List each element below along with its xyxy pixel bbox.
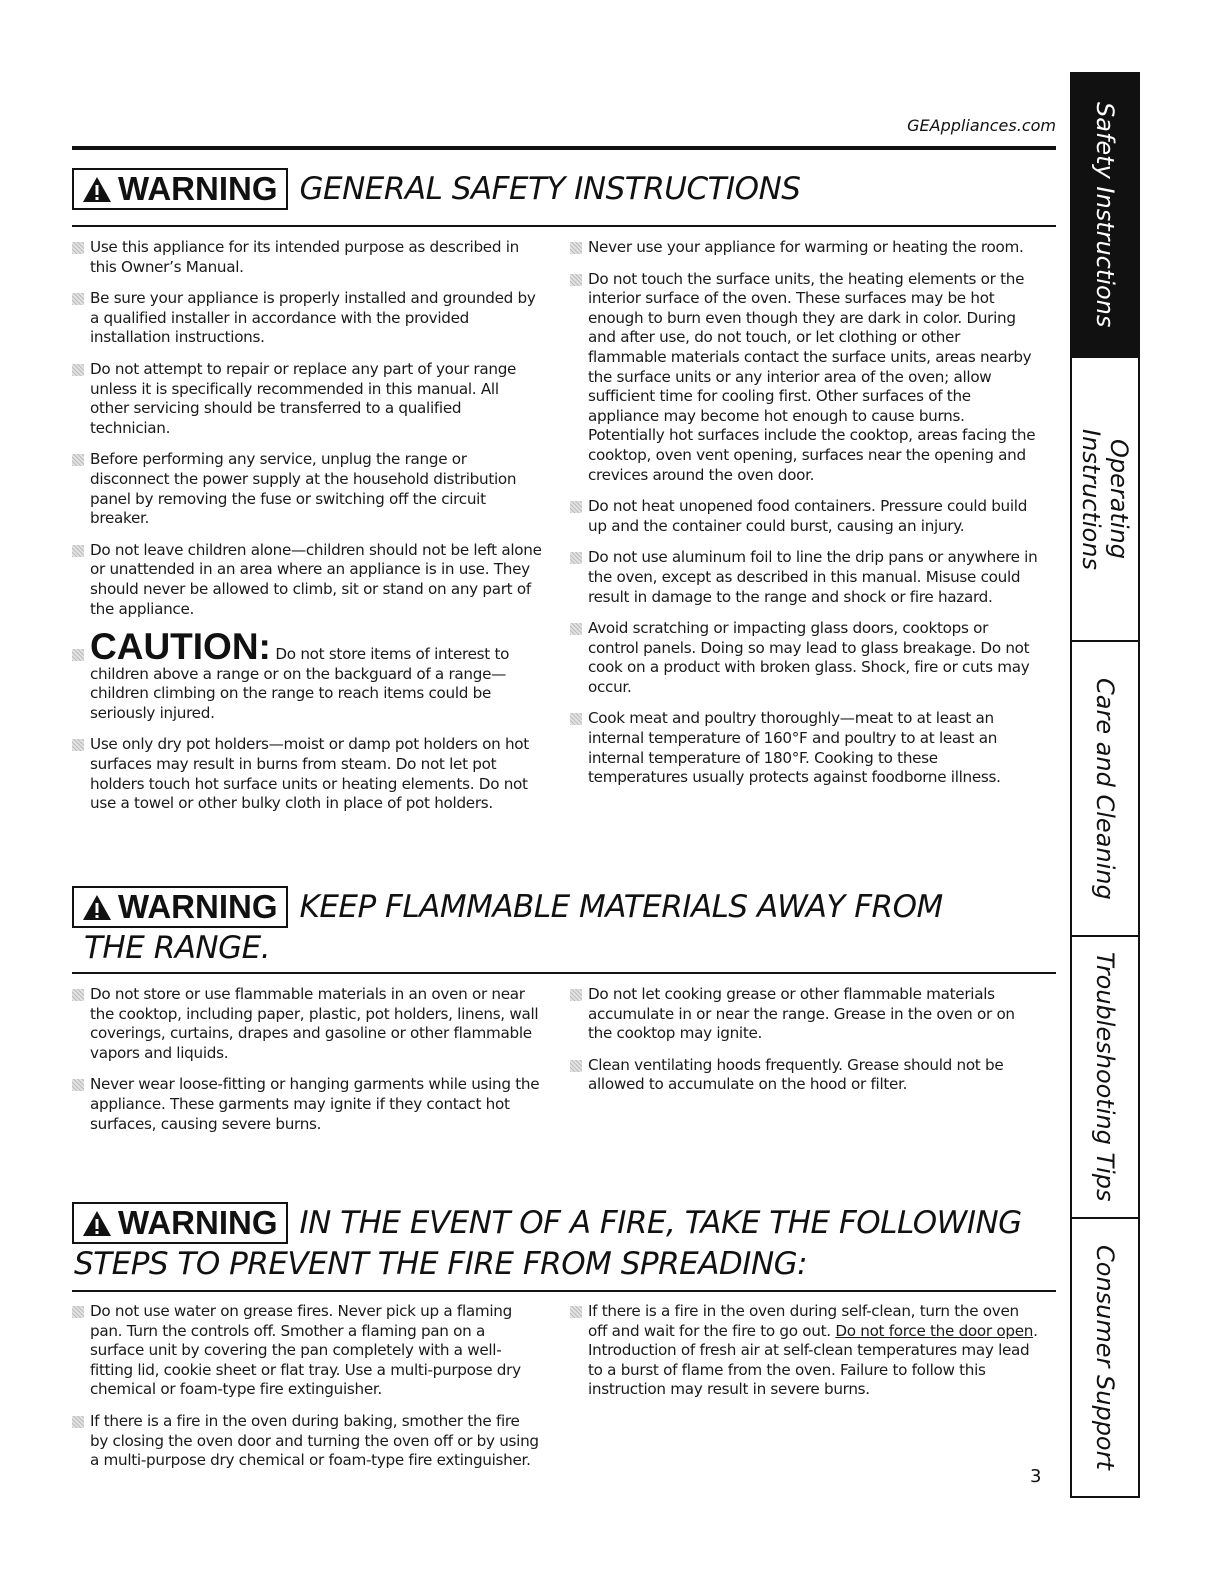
general-safety-header xyxy=(72,168,1056,210)
bullet-icon xyxy=(72,242,84,254)
section-title: KEEP FLAMMABLE MATERIALS AWAY FROM xyxy=(299,889,943,925)
flammable-right-column xyxy=(570,985,1040,1107)
warning-triangle-icon xyxy=(82,894,112,921)
bullet-icon xyxy=(72,739,84,751)
bullet-icon xyxy=(570,1060,582,1072)
list-item: Do not heat unopened food containers. Pressure could build up and the container could burst, causing an injury. xyxy=(570,497,1040,536)
warning-triangle-icon xyxy=(82,1210,112,1237)
tab-troubleshooting-tips[interactable] xyxy=(1072,937,1138,1219)
bullet-icon xyxy=(570,552,582,564)
general-right-column xyxy=(570,238,1040,800)
tab-label: Operating Instructions xyxy=(1077,428,1133,570)
list-item: Do not store or use flammable materials in an oven or near the cooktop, including paper, plastic, pot holders, linens, wall coverings, curtains, drapes and gasoline or other flammable vapors and liquids. xyxy=(72,985,542,1063)
bullet-icon xyxy=(72,989,84,1001)
list-item: Do not let cooking grease or other flammable materials accumulate in or near the range. Grease in the oven or on the cooktop may ignite. xyxy=(570,985,1040,1044)
list-item: Never use your appliance for warming or heating the room. xyxy=(570,238,1040,258)
list-item: Avoid scratching or impacting glass doors, cooktops or control panels. Doing so may lead to glass breakage. Do not cook on a product with broken glass. Shock, fire or cuts may occur. xyxy=(570,619,1040,697)
bullet-icon xyxy=(72,364,84,376)
section-title: GENERAL SAFETY INSTRUCTIONS xyxy=(299,171,801,207)
section-title: IN THE EVENT OF A FIRE, TAKE THE FOLLOWING xyxy=(299,1205,1022,1241)
tab-care-and-cleaning[interactable] xyxy=(1072,642,1138,937)
page-number: 3 xyxy=(1030,1466,1042,1487)
tab-consumer-support[interactable] xyxy=(1072,1219,1138,1496)
general-left-column xyxy=(72,238,542,826)
warning-label: WARNING xyxy=(118,888,278,925)
list-item: If there is a fire in the oven during baking, smother the fire by closing the oven door and turning the oven off or by using a multi-purpose dry chemical or foam-type fire extinguisher. xyxy=(72,1412,542,1471)
bullet-icon xyxy=(570,989,582,1001)
bullet-icon xyxy=(570,242,582,254)
bullet-icon xyxy=(72,454,84,466)
warning-label: WARNING xyxy=(118,170,278,207)
bullet-icon xyxy=(72,1306,84,1318)
header-rule xyxy=(72,146,1056,150)
bullet-icon xyxy=(72,1079,84,1091)
warning-badge xyxy=(72,886,288,928)
bullet-icon xyxy=(570,713,582,725)
list-item: Do not touch the surface units, the heating elements or the interior surface of the oven. These surfaces may be hot enough to burn even though they are dark in color. During and after use, do not touch, or let clothing or other flammable materials contact the surface units, areas nearby the surface units or any interior area of the oven; allow sufficient time for cooling first. Other surfaces of the appliance may become hot enough to cause burns. Potentially hot surfaces include the cooktop, areas facing the cooktop, oven vent opening, surfaces near the opening and crevices around the oven door. xyxy=(570,270,1040,486)
list-item: Use only dry pot holders—moist or damp pot holders on hot surfaces may result in burns from steam. Do not let pot holders touch hot surface units or heating elements. Do not use a towel or other bulky cloth in place of pot holders. xyxy=(72,735,542,813)
site-url: GEAppliances.com xyxy=(907,116,1056,135)
caution-label: CAUTION: xyxy=(90,626,271,668)
warning-badge xyxy=(72,168,288,210)
section-rule xyxy=(72,1290,1056,1292)
fire-header xyxy=(72,1202,1056,1282)
tab-label: Troubleshooting Tips xyxy=(1091,952,1119,1202)
bullet-icon xyxy=(72,1416,84,1428)
section-title-line2: STEPS TO PREVENT THE FIRE FROM SPREADING: xyxy=(74,1246,808,1282)
section-rule xyxy=(72,225,1056,227)
flammable-header xyxy=(72,886,1056,966)
warning-badge xyxy=(72,1202,288,1244)
list-item: Do not leave children alone—children should not be left alone or unattended in an area where an appliance is in use. They should never be allowed to climb, sit or stand on any part of the appliance. xyxy=(72,541,542,619)
bullet-icon xyxy=(72,293,84,305)
bullet-icon xyxy=(72,649,84,661)
tab-safety-instructions[interactable] xyxy=(1072,74,1138,358)
fire-left-column xyxy=(72,1302,542,1483)
tab-operating-instructions[interactable] xyxy=(1072,358,1138,642)
section-rule xyxy=(72,972,1056,974)
list-item: Do not attempt to repair or replace any part of your range unless it is specifically recommended in this manual. All other servicing should be transferred to a qualified technician. xyxy=(72,360,542,438)
warning-triangle-icon xyxy=(82,176,112,203)
tab-label: Safety Instructions xyxy=(1091,102,1119,328)
section-tabs xyxy=(1070,72,1140,1498)
underlined-instruction: Do not force the door open xyxy=(835,1321,1034,1340)
list-item: Do not use water on grease fires. Never pick up a flaming pan. Turn the controls off. Smother a flaming pan on a surface unit by covering the pan completely with a well-fitting lid, cookie sheet or flat tray. Use a multi-purpose dry chemical or foam-type fire extinguisher. xyxy=(72,1302,542,1400)
list-item: If there is a fire in the oven during self-clean, turn the oven off and wait for the fire to go out. Do not force the door open. Introduction of fresh air at self-clean temperatures may lead to a burst of flame from the oven. Failure to follow this instruction may result in severe burns. xyxy=(570,1302,1040,1400)
bullet-icon xyxy=(570,501,582,513)
list-item: Before performing any service, unplug the range or disconnect the power supply at the household distribution panel by removing the fuse or switching off the circuit breaker. xyxy=(72,450,542,528)
tab-label: Consumer Support xyxy=(1091,1245,1119,1470)
bullet-icon xyxy=(570,274,582,286)
list-item: Cook meat and poultry thoroughly—meat to at least an internal temperature of 160°F and poultry to at least an internal temperature of 180°F. Cooking to these temperatures usually protects against foodborne illness. xyxy=(570,709,1040,787)
list-item: Be sure your appliance is properly installed and grounded by a qualified installer in accordance with the provided installation instructions. xyxy=(72,289,542,348)
bullet-icon xyxy=(570,623,582,635)
list-item: Never wear loose-fitting or hanging garments while using the appliance. These garments may ignite if they contact hot surfaces, causing severe burns. xyxy=(72,1075,542,1134)
bullet-icon xyxy=(570,1306,582,1318)
caution-item xyxy=(72,626,542,723)
flammable-left-column xyxy=(72,985,542,1146)
list-item: Use this appliance for its intended purpose as described in this Owner’s Manual. xyxy=(72,238,542,277)
bullet-icon xyxy=(72,545,84,557)
warning-label: WARNING xyxy=(118,1204,278,1241)
caution-text: Do not store items of interest to children above a range or on the backguard of a range—children climbing on the range to reach items could be seriously injured. xyxy=(90,645,510,722)
fire-right-column xyxy=(570,1302,1040,1412)
list-item: Clean ventilating hoods frequently. Grease should not be allowed to accumulate on the hood or filter. xyxy=(570,1056,1040,1095)
section-title-line2: THE RANGE. xyxy=(84,930,271,966)
list-item: Do not use aluminum foil to line the drip pans or anywhere in the oven, except as described in this manual. Misuse could result in damage to the range and shock or fire hazard. xyxy=(570,548,1040,607)
tab-label: Care and Cleaning xyxy=(1091,677,1119,900)
